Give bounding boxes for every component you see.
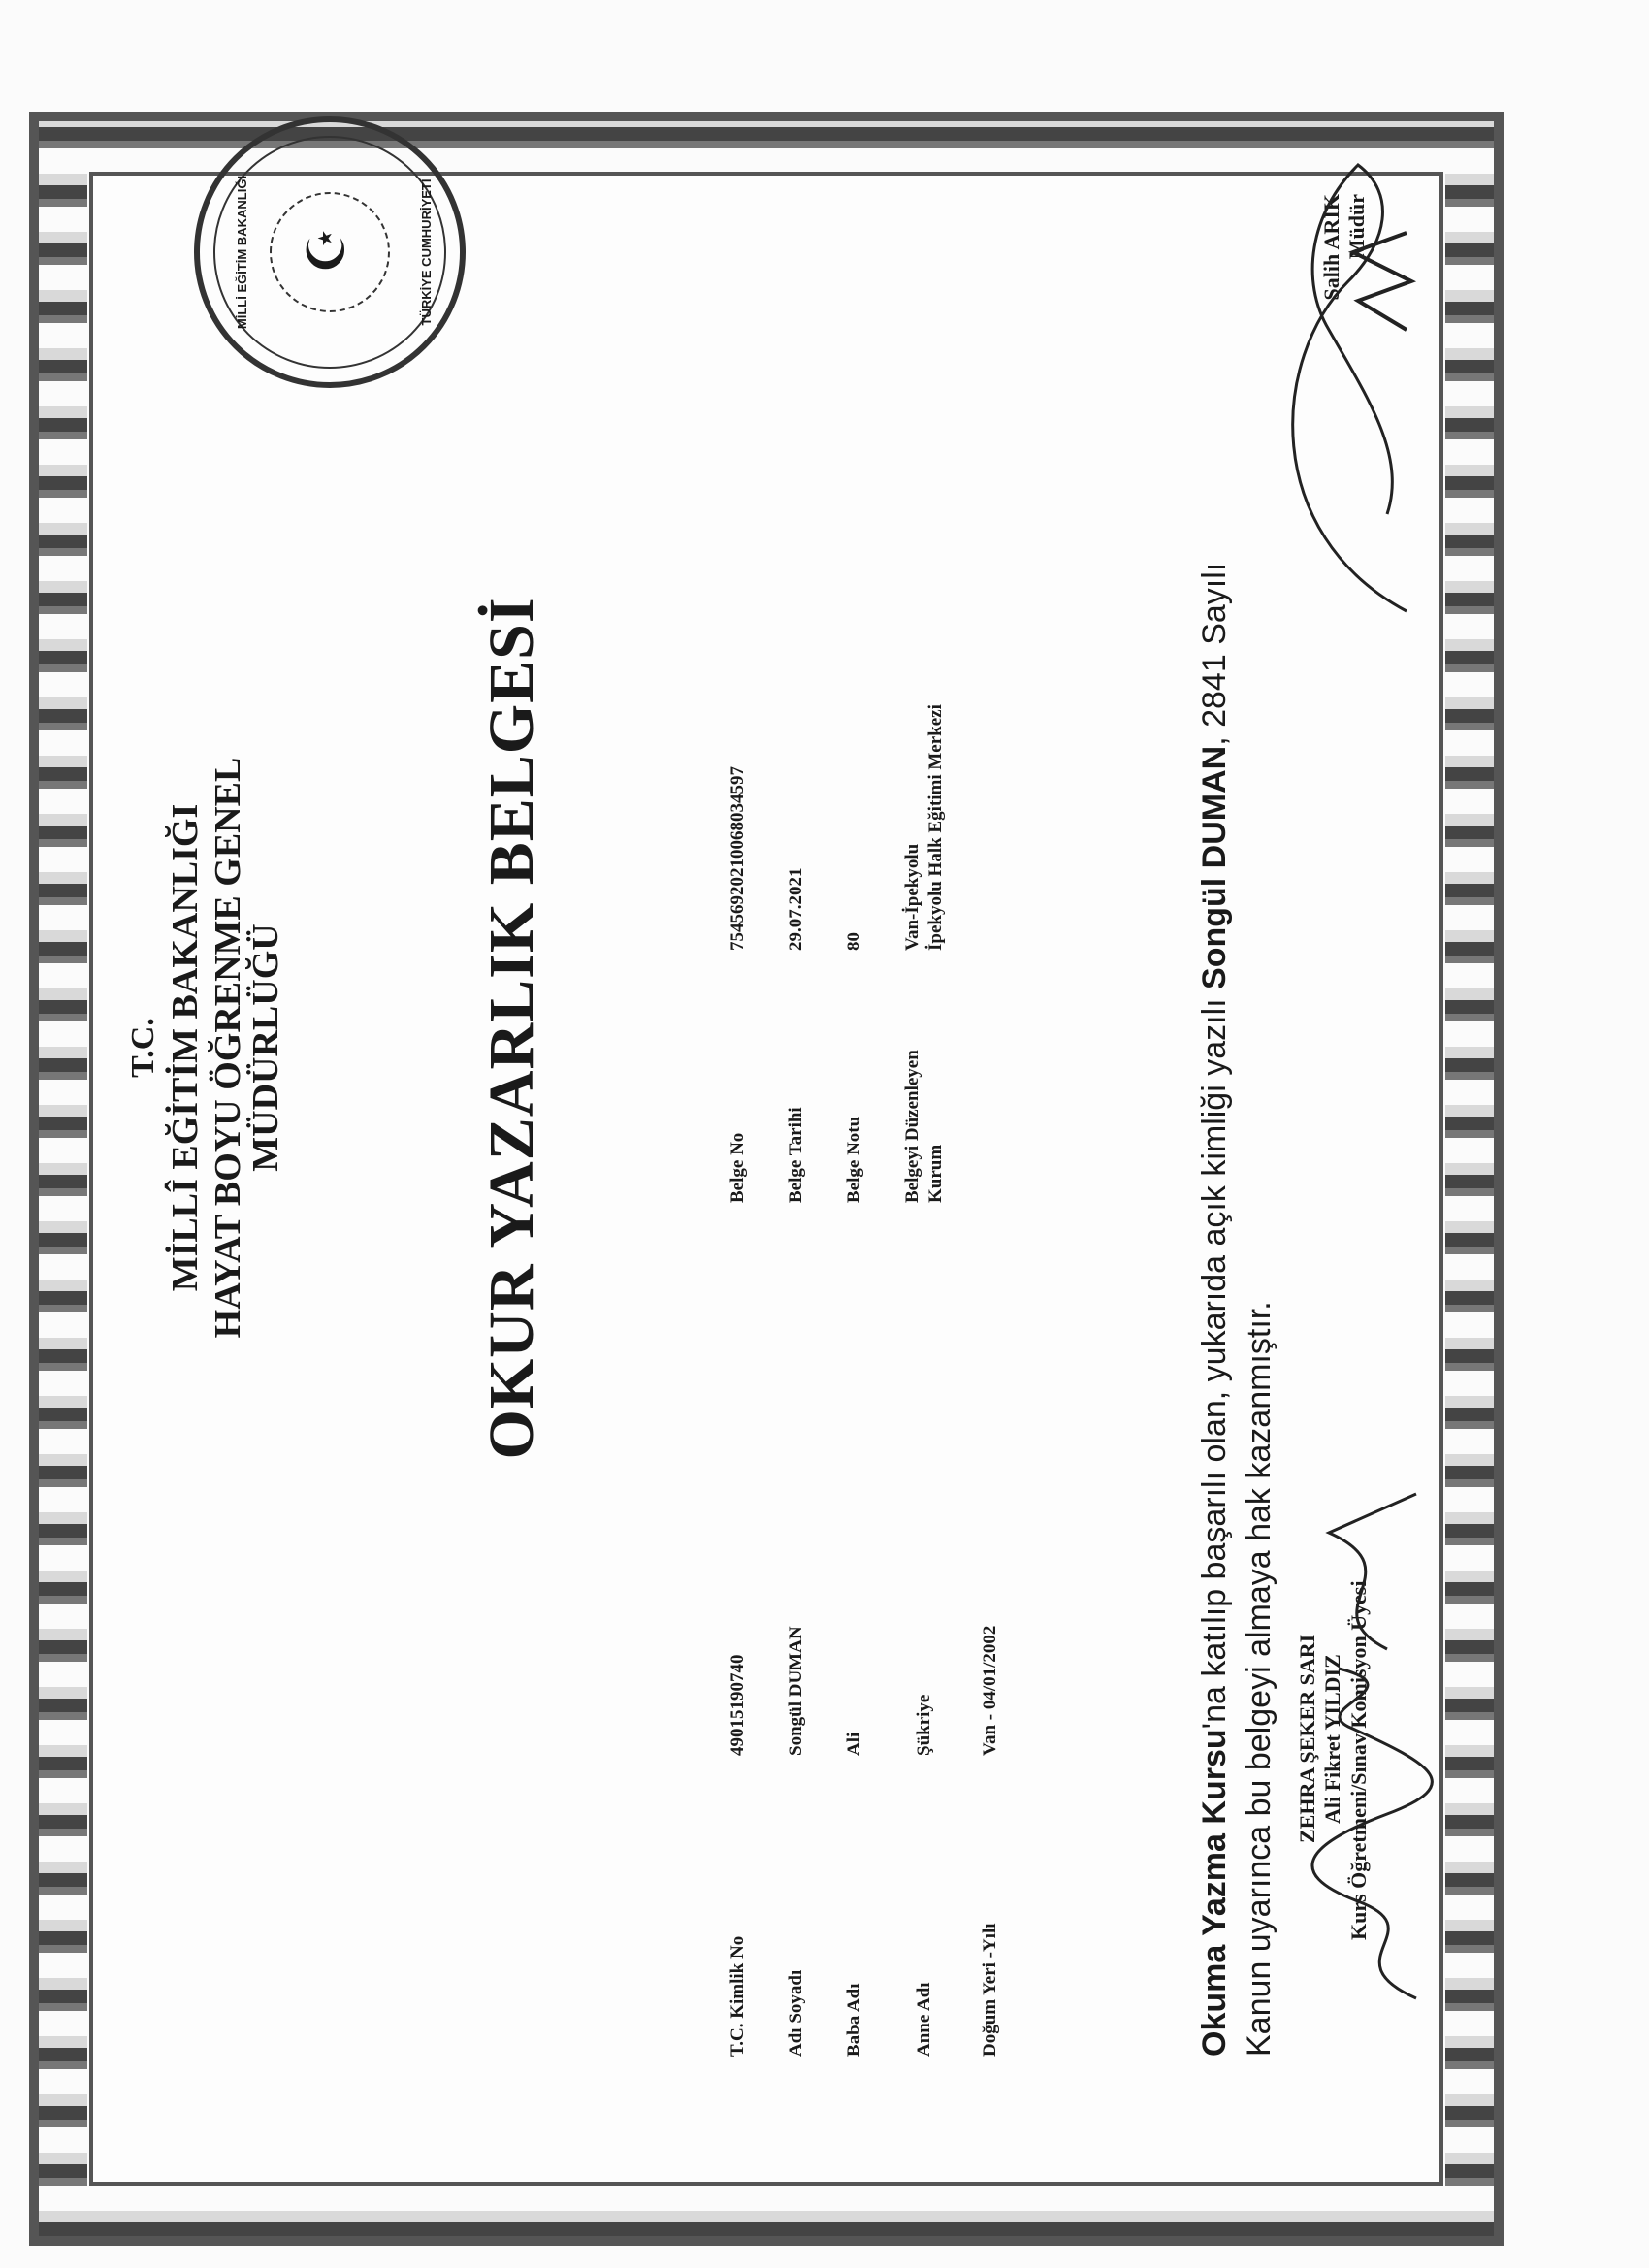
- field-value: Songül DUMAN: [786, 1626, 806, 1756]
- field-label: Belgeyi Düzenleyen: [902, 1050, 922, 1203]
- ministry-seal: [194, 116, 466, 388]
- field-label: Adı Soyadı: [786, 1969, 806, 2057]
- field-value: 29.07.2021: [786, 867, 806, 951]
- seal-emblem-icon: ☪: [298, 226, 356, 274]
- seal-bottom-text: TÜRKİYE CUMHURİYETİ: [419, 178, 434, 326]
- header-tc: T.C.: [125, 1018, 161, 1078]
- field-value: Van-İpekyolu: [902, 843, 922, 951]
- director-title: Müdür: [1344, 194, 1370, 260]
- field-label: Belge No: [728, 1132, 748, 1203]
- director-signature-icon: [1242, 146, 1426, 650]
- field-value: 49015190740: [728, 1654, 748, 1756]
- header: [126, 679, 286, 1416]
- field-value: Van - 04/01/2002: [980, 1625, 1000, 1756]
- seal-top-text: MİLLİ EĞİTİM BAKANLIĞI: [235, 175, 249, 330]
- teacher-name-1: ZEHRA ŞEKER SARI: [1295, 1634, 1319, 1843]
- teacher-signature-icon: [1271, 1474, 1445, 2018]
- statement-line2: Kanun uyarınca bu belgeyi almaya hak kazanmıştır.: [1240, 1301, 1277, 2057]
- header-directorate: HAYAT BOYU ÖĞRENME GENEL MÜDÜRLÜĞÜ: [207, 757, 287, 1339]
- field-label: Belge Notu: [844, 1116, 864, 1203]
- field-value: 75456920210068034597: [728, 766, 748, 951]
- teacher-title: Kurs Öğretmeni/Sınav Komisyon Üyesi: [1345, 1580, 1371, 1940]
- field-label: Belge Tarihi: [786, 1107, 806, 1203]
- field-value: Ali: [844, 1732, 864, 1756]
- statement-part2: , 2841 Sayılı: [1196, 562, 1233, 746]
- teacher-name-2: Ali Fikret YILDIZ: [1320, 1654, 1345, 1824]
- field-label: Anne Adı: [914, 1982, 934, 2057]
- course-name: Okuma Yazma Kursu: [1196, 1729, 1233, 2057]
- director-name: Salih ARIK: [1319, 194, 1343, 301]
- statement-name: Songül DUMAN: [1196, 745, 1233, 989]
- field-value: Şükriye: [914, 1694, 934, 1756]
- certificate-content: [126, 97, 1426, 2057]
- header-ministry: MİLLÎ EĞİTİM BAKANLIĞI: [164, 803, 206, 1292]
- field-label: Kurum: [925, 1144, 946, 1203]
- field-value: İpekyolu Halk Eğitimi Merkezi: [925, 704, 946, 951]
- certificate-title: OKUR YAZARLIK BELGESİ: [476, 597, 547, 1460]
- field-value: 80: [844, 932, 864, 951]
- field-label: Doğum Yeri -Yılı: [980, 1923, 1000, 2057]
- statement-part1: 'na katılıp başarılı olan, yukarıda açık kimliği yazılı: [1196, 988, 1233, 1730]
- field-label: Baba Adı: [844, 1983, 864, 2057]
- field-label: T.C. Kimlik No: [728, 1935, 748, 2057]
